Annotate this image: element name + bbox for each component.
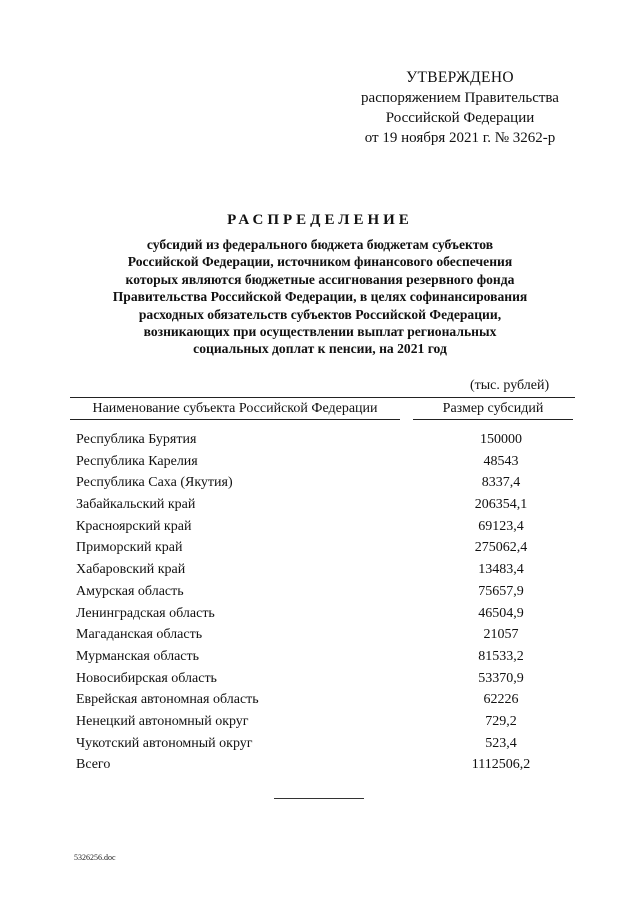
table-header [70, 397, 575, 420]
subsidy-amount: 729,2 [485, 713, 517, 729]
region-name: Республика Карелия [76, 453, 198, 469]
region-name: Республика Бурятия [76, 432, 197, 447]
table-row [76, 497, 576, 519]
region-name: Еврейская автономная область [76, 692, 259, 708]
table-row [76, 627, 576, 649]
subsidy-amount: 206354,1 [474, 497, 528, 513]
subsidy-amount: 275062,4 [474, 540, 528, 556]
region-name: Чукотский автономный округ [76, 735, 253, 751]
table-row [76, 671, 576, 693]
region-name: Хабаровский край [76, 562, 186, 578]
table-row [76, 432, 576, 454]
subtitle-line: субсидий из федерального бюджета бюджетам субъектов [146, 237, 494, 252]
subsidy-amount: 523,4 [485, 735, 517, 751]
subsidy-amount: 46504,9 [478, 605, 524, 621]
subsidy-amount: 13483,4 [478, 562, 524, 578]
table-row [76, 606, 576, 628]
subtitle-line: расходных обязательств субъектов Российской Федерации, [138, 306, 502, 322]
subsidy-amount: 75657,9 [478, 583, 524, 599]
table-row [76, 692, 576, 714]
total-label: Всего [76, 757, 111, 773]
region-name: Забайкальский край [76, 497, 196, 513]
subsidy-amount: 150000 [480, 432, 522, 447]
table-row [76, 454, 576, 476]
region-name: Амурская область [76, 583, 184, 599]
table-row [76, 649, 576, 671]
end-divider [274, 798, 364, 799]
subsidy-amount: 81533,2 [478, 648, 524, 664]
table-row [76, 736, 576, 758]
table-row [76, 584, 576, 606]
table-row [76, 519, 576, 541]
subsidy-amount: 48543 [483, 453, 519, 469]
region-name: Красноярский край [76, 518, 192, 534]
region-name: Магаданская область [76, 627, 203, 643]
subtitle-line: возникающих при осуществлении выплат региональных [143, 324, 497, 340]
document-reference: 5326256.doc [74, 853, 116, 862]
table-row [76, 714, 576, 736]
units-label: (тыс. рублей) [470, 378, 550, 393]
table-row [76, 540, 576, 562]
total-amount: 1112506,2 [471, 757, 531, 773]
subtitle-line: которых являются бюджетные ассигнования резервного фонда [125, 271, 515, 287]
column-header-amount: Размер субсидий [413, 401, 573, 420]
document-title: РАСПРЕДЕЛЕНИЕ [227, 212, 413, 228]
region-name: Новосибирская область [76, 670, 217, 686]
total-row [76, 757, 576, 779]
subtitle-line: Российской Федерации, источником финансового обеспечения [127, 254, 513, 270]
subtitle-line: Правительства Российской Федерации, в целях софинансирования [112, 289, 528, 305]
region-name: Мурманская область [76, 648, 200, 664]
approval-line-1: распоряжением Правительства [361, 90, 559, 106]
subsidy-amount: 53370,9 [478, 670, 524, 686]
region-name: Ненецкий автономный округ [76, 713, 249, 729]
approval-line-3: от 19 ноября 2021 г. № 3262-р [364, 130, 556, 146]
region-name: Приморский край [76, 540, 183, 556]
subsidy-amount: 62226 [483, 692, 519, 708]
table-row [76, 562, 576, 584]
subsidy-amount: 69123,4 [478, 518, 524, 534]
subsidy-amount: 8337,4 [481, 475, 521, 491]
table-body [76, 432, 576, 779]
subtitle-line: социальных доплат к пенсии, на 2021 год [193, 341, 447, 357]
column-header-region: Наименование субъекта Российской Федерации [70, 401, 400, 420]
approval-heading: УТВЕРЖДЕНО [406, 69, 514, 86]
table-row [76, 475, 576, 497]
approval-block [330, 68, 590, 148]
document-subtitle [80, 236, 560, 358]
approval-line-2: Российской Федерации [385, 110, 535, 126]
region-name: Ленинградская область [76, 605, 215, 621]
subsidy-amount: 21057 [483, 627, 519, 643]
region-name: Республика Саха (Якутия) [76, 475, 233, 491]
